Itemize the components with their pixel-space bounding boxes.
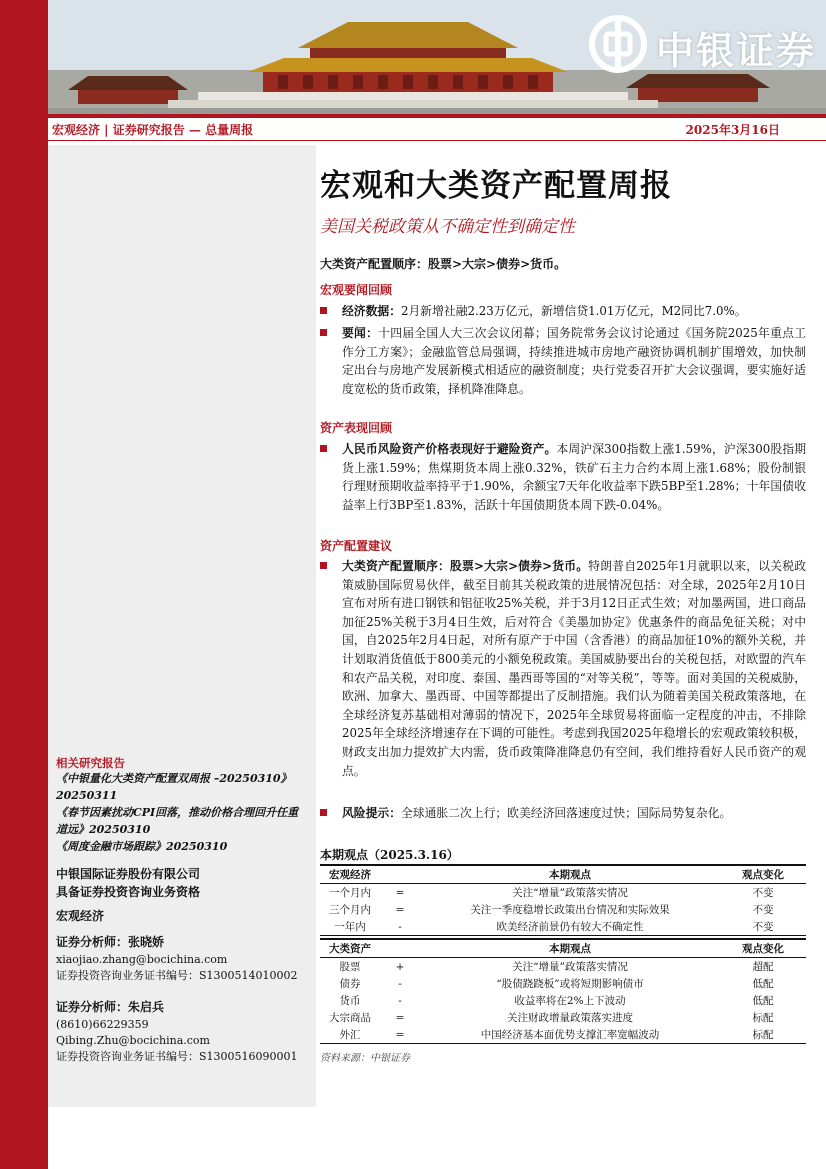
table-cell: “股债跷跷板”或将短期影响债市 — [496, 978, 644, 990]
analyst-email: xiaojiao.zhang@bocichina.com — [56, 953, 228, 966]
bullet-label: 风险提示： — [342, 806, 401, 820]
brand-logo — [588, 14, 826, 74]
bullet-square-icon — [320, 307, 327, 314]
asset-view-table — [320, 938, 806, 1044]
table-cell: 三个月内 — [329, 904, 371, 916]
table-cell: 关注“增量”政策落实情况 — [512, 961, 628, 973]
table-cell: 超配 — [752, 961, 774, 973]
bullet-label: 人民币风险资产价格表现好于避险资产。 — [342, 442, 557, 456]
analyst-email: Qibing.Zhu@bocichina.com — [56, 1034, 210, 1047]
table-cell: - — [380, 918, 420, 936]
section-heading-advice: 资产配置建议 — [320, 539, 393, 553]
bullet-square-icon — [320, 329, 327, 336]
table-cell: 标配 — [752, 1012, 774, 1024]
news-bullet — [320, 302, 806, 321]
left-color-strip — [0, 0, 48, 1169]
bullet-text: 全球通胀二次上行；欧美经济回落速度过快；国际局势复杂化。 — [401, 806, 732, 820]
report-title: 宏观和大类资产配置周报 — [320, 168, 672, 204]
company-name: 中银国际证券股份有限公司 — [56, 867, 201, 881]
report-subtitle: 美国关税政策从不确定性到确定性 — [320, 217, 575, 237]
advice-bullet — [320, 557, 806, 780]
table-header: 观点变化 — [720, 939, 806, 958]
allocation-order: 大类资产配置顺序：股票>大宗>债券>货币。 — [320, 257, 567, 271]
table-cell: 一年内 — [320, 918, 380, 936]
related-report-item: 《中银量化大类资产配置双周报 –20250310》20250311 — [56, 772, 292, 802]
table-cell: - — [398, 994, 402, 1007]
related-reports-heading: 相关研究报告 — [56, 756, 125, 770]
category-line: 宏观经济 | 证券研究报告 — 总量周报 — [52, 123, 254, 137]
table-cell: 大宗商品 — [329, 1012, 371, 1024]
table-header: 本期观点 — [420, 939, 720, 958]
table-cell: 不变 — [752, 887, 774, 899]
report-date: 2025年3月16日 — [685, 123, 780, 137]
table-row — [320, 918, 806, 936]
table-cell: 收益率将在2%上下波动 — [514, 995, 626, 1007]
table-cell: 关注财政增量政策落实进度 — [507, 1012, 633, 1024]
table-cell: = — [395, 886, 405, 899]
header-banner — [48, 0, 826, 114]
table-cell: 外汇 — [320, 1026, 380, 1044]
macro-view-table — [320, 864, 806, 936]
table-cell: 关注“增量”政策落实情况 — [512, 887, 628, 899]
table-cell: = — [395, 1011, 405, 1024]
news-bullet — [320, 324, 806, 398]
table-row — [320, 1009, 806, 1026]
table-cell: = — [380, 1026, 420, 1044]
table-cell: 股票 — [339, 961, 361, 973]
bullet-label: 大类资产配置顺序：股票>大宗>债券>货币。 — [342, 559, 589, 573]
table-row — [320, 1026, 806, 1044]
table-cell: 欧美经济前景仍有较大不确定性 — [420, 918, 720, 936]
table-cell: 不变 — [752, 904, 774, 916]
sidebar-field: 宏观经济 — [56, 909, 105, 923]
view-table-heading: 本期观点（2025.3.16） — [320, 848, 459, 862]
table-cell: 低配 — [752, 978, 774, 990]
related-report-item: 《春节因素扰动CPI回落，推动价格合理回升任重道远》20250310 — [56, 806, 299, 836]
table-cell: 关注一季度稳增长政策出台情况和实际效果 — [470, 904, 670, 916]
table-cell: 一个月内 — [329, 887, 371, 899]
analyst-phone: (8610)66229359 — [56, 1018, 149, 1031]
table-cell: 货币 — [339, 995, 361, 1007]
bullet-square-icon — [320, 562, 327, 569]
table-header — [380, 865, 420, 884]
bullet-text: 十四届全国人大三次会议闭幕；国务院常务会议讨论通过《国务院2025年重点工作分工方案》；金融监管总局强调，持续推进城市房地产融资协调机制扩围增效，加快制定出台与房地产发展新模式相适应的融资制度；央行党委召开扩大会议强调，要实施好适度宽松的货币政策，择机降准降息。 — [342, 326, 806, 396]
bullet-text: 2月新增社融2.23万亿元，新增信贷1.01万亿元，M2同比7.0%。 — [401, 304, 747, 318]
table-cell: - — [398, 977, 402, 990]
table-row — [320, 884, 806, 902]
table-header: 本期观点 — [420, 865, 720, 884]
brand-name: 中银证券 — [656, 29, 817, 73]
table-cell: 债券 — [339, 978, 361, 990]
bullet-square-icon — [320, 809, 327, 816]
table-cell: 标配 — [720, 1026, 806, 1044]
analyst-title: 证券分析师：朱启兵 — [56, 1000, 165, 1014]
header-divider — [48, 114, 826, 118]
table-row — [320, 901, 806, 918]
table-cell: 不变 — [720, 918, 806, 936]
advice-bullet — [320, 804, 806, 823]
table-header: 宏观经济 — [320, 865, 380, 884]
section-heading-assets: 资产表现回顾 — [320, 421, 393, 435]
table-source: 资料来源：中银证券 — [320, 1053, 410, 1064]
bullet-label: 要闻： — [342, 326, 379, 340]
analyst-title: 证券分析师：张晓娇 — [56, 935, 165, 949]
table-cell: 中国经济基本面优势支撑汇率宽幅波动 — [420, 1026, 720, 1044]
assets-bullet — [320, 440, 806, 514]
table-header: 观点变化 — [720, 865, 806, 884]
category-divider — [48, 140, 826, 141]
bullet-label: 经济数据： — [342, 304, 401, 318]
analyst-license: 证券投资咨询业务证书编号：S1300514010002 — [56, 969, 298, 982]
table-row — [320, 992, 806, 1009]
bullet-text: 本周沪深300指数上涨1.59%，沪深300股指期货上涨1.59%；焦煤期货本周上涨0.32%，铁矿石主力合约本周上涨1.68%；股份制银行理财预期收益率持平于1.90%，余额宝7天年化收益率下跌5BP至1.28%；十年国债收益率上行3BP至1.83%，活跃十年国债期货本周下跌-0.04%。 — [342, 442, 806, 512]
table-row — [320, 958, 806, 976]
section-heading-news: 宏观要闻回顾 — [320, 283, 393, 297]
company-qualification: 具备证券投资咨询业务资格 — [56, 885, 201, 899]
table-row — [320, 975, 806, 992]
table-header — [380, 939, 420, 958]
bullet-text: 特朗普自2025年1月就职以来，以关税政策威胁国际贸易伙伴，截至目前其关税政策的进展情况包括：对全球，2025年2月10日宣布对所有进口钢铁和铝征收25%关税，并于3月12日正式生效；对加墨两国，进口商品加征25%关税于3月4日生效，后对符合《美墨加协定》优惠条件的商品免征关税；对中国，自2025年2月4日起，对所有原产于中国（含香港）的商品加征10%的额外关税，并计划取消货值低于800美元的小额免税政策。美国威胁要出台的关税包括，对欧盟的汽车和农产品关税，对印度、泰国、墨西哥等国的“对等关税”，等等。面对美国的关税威胁，欧洲、加拿大、墨西哥、中国等都提出了反制措施。我们认为随着美国关税政策落地，在全球经济复苏基础相对薄弱的情况下，2025年全球贸易将面临一定程度的冲击，不排除2025年全球经济增速存在下调的可能性。考虑到我国2025年稳增长的宏观政策较积极，财政支出加力提效扩大内需，货币政策降准降息仍有空间，我们维持看好人民币资产的观点。 — [342, 559, 806, 778]
analyst-license: 证券投资咨询业务证书编号：S1300516090001 — [56, 1050, 298, 1063]
table-cell: + — [395, 960, 405, 973]
table-cell: 低配 — [752, 995, 774, 1007]
boc-logo-icon — [588, 14, 648, 74]
related-report-item: 《周度金融市场跟踪》20250310 — [56, 840, 228, 853]
bullet-square-icon — [320, 445, 327, 452]
table-cell: = — [395, 903, 405, 916]
table-header: 大类资产 — [320, 939, 380, 958]
